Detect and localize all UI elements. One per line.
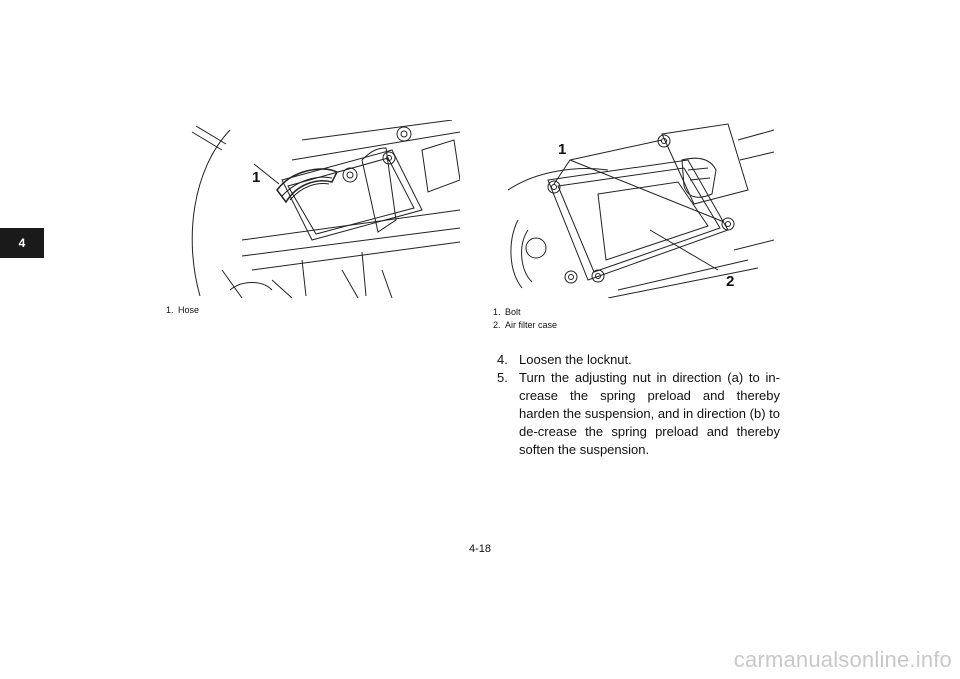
air-filter-case-illustration [498, 120, 774, 298]
page-number: 4-18 [468, 543, 492, 555]
step-number: 5. [497, 370, 508, 385]
chapter-tab: 4 [0, 228, 44, 258]
watermark[interactable]: carmanualsonline.info [733, 647, 952, 672]
callout-1: 1 [252, 169, 261, 186]
procedure-steps [497, 351, 780, 459]
figure-left-caption [166, 304, 199, 317]
callout-2: 2 [726, 273, 735, 290]
step-number: 4. [497, 352, 508, 367]
caption-text-hose: Hose [178, 305, 200, 315]
caption-item: 2. Air filter case [493, 320, 558, 330]
caption-text-air-filter-case: Air filter case [505, 320, 558, 330]
hose-illustration [182, 120, 460, 298]
caption-item: 1. Bolt [493, 307, 521, 317]
callout-1: 1 [558, 141, 567, 158]
step-text: Turn the adjusting nut in direction (a) to in-crease the spring preload and thereby harden the suspension, and in direction (b) to de-crease the spring preload and thereby soften the suspension. [519, 370, 780, 457]
step-item [497, 369, 780, 459]
caption-item: 1. Hose [166, 305, 200, 315]
caption-text-bolt: Bolt [505, 307, 521, 317]
figure-right-caption [493, 306, 557, 332]
step-item [497, 351, 780, 369]
step-text: Loosen the locknut. [519, 352, 632, 367]
